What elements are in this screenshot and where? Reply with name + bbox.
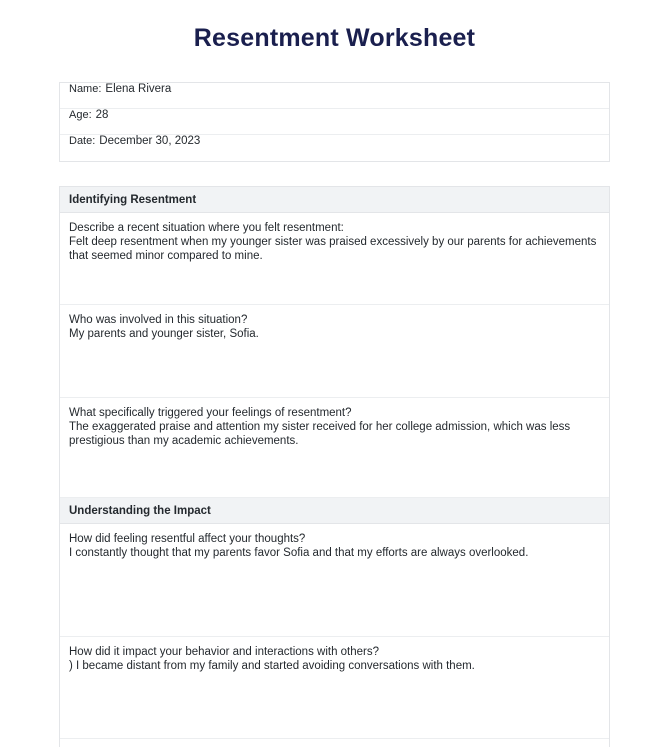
answer-text[interactable]: The exaggerated praise and attention my sister received for her college admission, which was less prestigious than my academic achievements.: [69, 421, 571, 447]
answer-text[interactable]: I constantly thought that my parents favor Sofia and that my efforts are always overlooked.: [69, 547, 529, 559]
answer-text[interactable]: My parents and younger sister, Sofia.: [69, 328, 259, 340]
section-header-label: Identifying Resentment: [69, 193, 197, 206]
question-text: How did feeling resentful affect your thoughts?: [69, 533, 306, 545]
page-title: Resentment Worksheet: [193, 24, 476, 52]
qa-row[interactable]: [60, 524, 609, 637]
qa-row[interactable]: [60, 305, 609, 398]
question-text: What specifically triggered your feelings of resentment?: [69, 407, 352, 419]
section-header-understanding-the-impact: [60, 498, 609, 524]
info-value-date[interactable]: December 30, 2023: [99, 135, 201, 147]
answer-text[interactable]: ) I became distant from my family and started avoiding conversations with them.: [69, 660, 475, 672]
qa-row[interactable]: [60, 637, 609, 739]
question-text: Describe a recent situation where you felt resentment:: [69, 222, 344, 234]
participant-info-table: [59, 82, 610, 162]
info-row-name: [60, 83, 609, 109]
worksheet-questions-table: [59, 186, 610, 747]
info-label-age: Age:: [69, 109, 92, 121]
qa-row-partial: [60, 739, 609, 747]
answer-text[interactable]: Felt deep resentment when my younger sister was praised excessively by our parents for achievements that seemed minor compared to mine.: [69, 236, 597, 262]
qa-row[interactable]: [60, 398, 609, 498]
section-header-identifying-resentment: [60, 187, 609, 213]
section-header-label: Understanding the Impact: [69, 504, 211, 517]
info-label-name: Name:: [69, 83, 102, 95]
info-value-age[interactable]: 28: [95, 109, 109, 121]
info-row-date: [60, 135, 609, 161]
question-text: How did it impact your behavior and interactions with others?: [69, 646, 380, 658]
question-text: Who was involved in this situation?: [69, 314, 248, 326]
info-value-name[interactable]: Elena Rivera: [105, 83, 172, 95]
info-row-age: [60, 109, 609, 135]
qa-row[interactable]: [60, 213, 609, 305]
info-label-date: Date:: [69, 135, 96, 147]
